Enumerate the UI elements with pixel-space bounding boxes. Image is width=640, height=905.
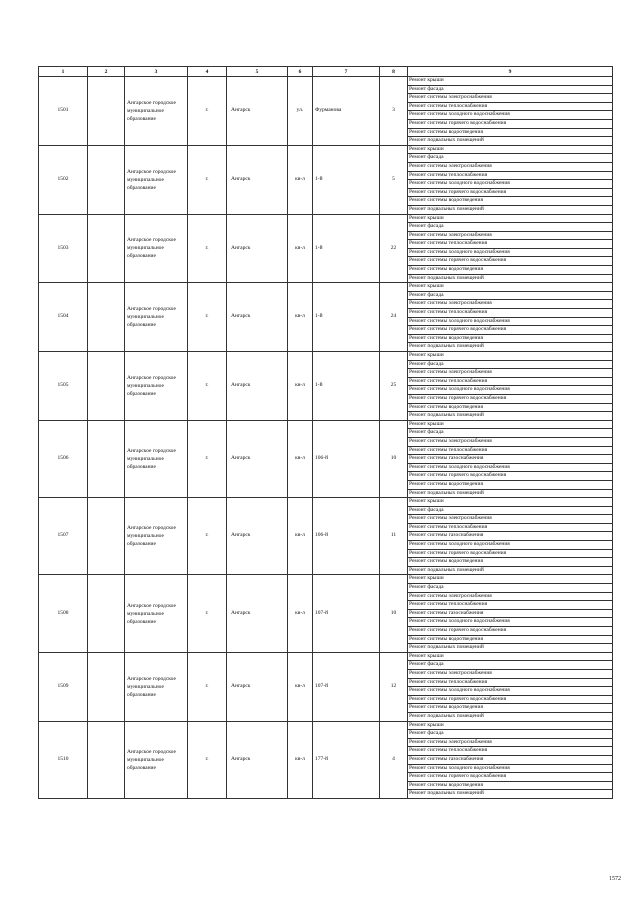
settlement-type: г. — [188, 77, 227, 146]
column-header-6: 6 — [288, 67, 313, 77]
work-item: Ремонт системы теплоснабжения — [408, 601, 613, 610]
municipality-name: Ангарское городское муниципальное образование — [125, 145, 188, 214]
house-number: 25 — [380, 352, 408, 421]
settlement-type: г. — [188, 575, 227, 652]
table-row — [39, 498, 613, 507]
settlement-type: г. — [188, 498, 227, 575]
table-header — [39, 67, 613, 77]
street-name: 107-й — [313, 575, 380, 652]
work-item: Ремонт системы теплоснабжения — [408, 523, 613, 532]
work-item: Ремонт системы холодного водоснабжения — [408, 618, 613, 627]
work-item: Ремонт подвальных помещений — [408, 712, 613, 721]
street-type: кв-л — [288, 283, 313, 352]
work-item: Ремонт подвальных помещений — [408, 274, 613, 283]
municipality-name: Ангарское городское муниципальное образование — [125, 352, 188, 421]
work-item: Ремонт системы теплоснабжения — [408, 171, 613, 180]
column-header-5: 5 — [227, 67, 288, 77]
street-type: ул. — [288, 77, 313, 146]
settlement-name: Ангарск — [227, 352, 288, 421]
municipality-name: Ангарское городское муниципальное образование — [125, 575, 188, 652]
work-item: Ремонт системы теплоснабжения — [408, 747, 613, 756]
street-type: кв-л — [288, 420, 313, 497]
settlement-name: Ангарск — [227, 214, 288, 283]
header-row — [39, 67, 613, 77]
work-item: Ремонт подвальных помещений — [408, 790, 613, 799]
street-type: кв-л — [288, 652, 313, 721]
settlement-name: Ангарск — [227, 77, 288, 146]
work-item: Ремонт системы горячего водоснабжения — [408, 549, 613, 558]
empty-cell — [88, 721, 125, 798]
work-item: Ремонт системы водоотведения — [408, 480, 613, 489]
work-item: Ремонт системы электроснабжения — [408, 437, 613, 446]
house-number: 5 — [380, 145, 408, 214]
column-header-7: 7 — [313, 67, 380, 77]
work-item: Ремонт крыши — [408, 214, 613, 223]
street-type: кв-л — [288, 352, 313, 421]
street-name: 1-й — [313, 214, 380, 283]
work-item: Ремонт системы холодного водоснабжения — [408, 541, 613, 550]
settlement-type: г. — [188, 352, 227, 421]
page-number: 1572 — [609, 876, 621, 882]
work-item: Ремонт системы холодного водоснабжения — [408, 317, 613, 326]
work-item: Ремонт системы теплоснабжения — [408, 309, 613, 318]
street-type: кв-л — [288, 145, 313, 214]
street-name: 1-й — [313, 145, 380, 214]
house-number: 10 — [380, 575, 408, 652]
work-item: Ремонт системы холодного водоснабжения — [408, 764, 613, 773]
work-item: Ремонт крыши — [408, 77, 613, 86]
work-item: Ремонт крыши — [408, 420, 613, 429]
work-item: Ремонт системы электроснабжения — [408, 231, 613, 240]
record-number: 1508 — [39, 575, 88, 652]
registry-table — [38, 66, 613, 799]
table-row — [39, 352, 613, 361]
work-item: Ремонт системы холодного водоснабжения — [408, 687, 613, 696]
work-item: Ремонт системы газоснабжения — [408, 532, 613, 541]
work-item: Ремонт системы горячего водоснабжения — [408, 472, 613, 481]
street-type: кв-л — [288, 498, 313, 575]
table-body — [39, 77, 613, 799]
settlement-name: Ангарск — [227, 575, 288, 652]
house-number: 12 — [380, 652, 408, 721]
work-item: Ремонт системы газоснабжения — [408, 455, 613, 464]
record-number: 1509 — [39, 652, 88, 721]
work-item: Ремонт системы электроснабжения — [408, 162, 613, 171]
work-item: Ремонт подвальных помещений — [408, 137, 613, 146]
work-item: Ремонт крыши — [408, 721, 613, 730]
street-name: 1-й — [313, 352, 380, 421]
house-number: 22 — [380, 214, 408, 283]
table-row — [39, 420, 613, 429]
municipality-name: Ангарское городское муниципальное образование — [125, 721, 188, 798]
empty-cell — [88, 652, 125, 721]
work-item: Ремонт фасада — [408, 429, 613, 438]
work-item: Ремонт крыши — [408, 283, 613, 292]
record-number: 1506 — [39, 420, 88, 497]
street-name: Фурманова — [313, 77, 380, 146]
work-item: Ремонт фасада — [408, 506, 613, 515]
street-name: 106-й — [313, 498, 380, 575]
table-row — [39, 77, 613, 86]
work-item: Ремонт системы газоснабжения — [408, 755, 613, 764]
settlement-name: Ангарск — [227, 652, 288, 721]
settlement-type: г. — [188, 214, 227, 283]
work-item: Ремонт системы холодного водоснабжения — [408, 248, 613, 257]
municipality-name: Ангарское городское муниципальное образование — [125, 498, 188, 575]
empty-cell — [88, 283, 125, 352]
record-number: 1510 — [39, 721, 88, 798]
municipality-name: Ангарское городское муниципальное образование — [125, 420, 188, 497]
house-number: 4 — [380, 721, 408, 798]
house-number: 11 — [380, 498, 408, 575]
work-item: Ремонт системы горячего водоснабжения — [408, 773, 613, 782]
work-item: Ремонт системы водоотведения — [408, 403, 613, 412]
table-row — [39, 721, 613, 730]
work-item: Ремонт системы горячего водоснабжения — [408, 326, 613, 335]
settlement-type: г. — [188, 145, 227, 214]
work-item: Ремонт крыши — [408, 652, 613, 661]
municipality-name: Ангарское городское муниципальное образование — [125, 652, 188, 721]
settlement-type: г. — [188, 283, 227, 352]
work-item: Ремонт системы горячего водоснабжения — [408, 627, 613, 636]
work-item: Ремонт системы холодного водоснабжения — [408, 180, 613, 189]
table-row — [39, 145, 613, 154]
work-item: Ремонт системы холодного водоснабжения — [408, 386, 613, 395]
work-item: Ремонт системы электроснабжения — [408, 369, 613, 378]
work-item: Ремонт системы водоотведения — [408, 635, 613, 644]
work-item: Ремонт системы электроснабжения — [408, 300, 613, 309]
work-item: Ремонт системы водоотведения — [408, 558, 613, 567]
work-item: Ремонт подвальных помещений — [408, 566, 613, 575]
empty-cell — [88, 214, 125, 283]
work-item: Ремонт системы теплоснабжения — [408, 102, 613, 111]
work-item: Ремонт системы теплоснабжения — [408, 446, 613, 455]
work-item: Ремонт крыши — [408, 352, 613, 361]
work-item: Ремонт подвальных помещений — [408, 343, 613, 352]
settlement-name: Ангарск — [227, 145, 288, 214]
municipality-name: Ангарское городское муниципальное образование — [125, 283, 188, 352]
column-header-9: 9 — [408, 67, 613, 77]
work-item: Ремонт системы водоотведения — [408, 128, 613, 137]
table-row — [39, 283, 613, 292]
column-header-1: 1 — [39, 67, 88, 77]
municipality-name: Ангарское городское муниципальное образование — [125, 77, 188, 146]
work-item: Ремонт системы электроснабжения — [408, 669, 613, 678]
street-name: 107-й — [313, 652, 380, 721]
settlement-name: Ангарск — [227, 283, 288, 352]
street-name: 1-й — [313, 283, 380, 352]
house-number: 10 — [380, 420, 408, 497]
work-item: Ремонт фасада — [408, 661, 613, 670]
settlement-type: г. — [188, 721, 227, 798]
work-item: Ремонт системы холодного водоснабжения — [408, 463, 613, 472]
record-number: 1502 — [39, 145, 88, 214]
record-number: 1507 — [39, 498, 88, 575]
work-item: Ремонт крыши — [408, 575, 613, 584]
municipality-name: Ангарское городское муниципальное образование — [125, 214, 188, 283]
work-item: Ремонт системы водоотведения — [408, 334, 613, 343]
settlement-name: Ангарск — [227, 498, 288, 575]
table-row — [39, 214, 613, 223]
work-item: Ремонт фасада — [408, 584, 613, 593]
house-number: 3 — [380, 77, 408, 146]
work-item: Ремонт подвальных помещений — [408, 644, 613, 653]
work-item: Ремонт подвальных помещений — [408, 412, 613, 421]
settlement-name: Ангарск — [227, 721, 288, 798]
work-item: Ремонт системы горячего водоснабжения — [408, 119, 613, 128]
work-item: Ремонт системы холодного водоснабжения — [408, 111, 613, 120]
work-item: Ремонт системы горячего водоснабжения — [408, 257, 613, 266]
settlement-type: г. — [188, 652, 227, 721]
work-item: Ремонт системы водоотведения — [408, 197, 613, 206]
work-item: Ремонт фасада — [408, 85, 613, 94]
work-item: Ремонт системы горячего водоснабжения — [408, 394, 613, 403]
empty-cell — [88, 352, 125, 421]
column-header-8: 8 — [380, 67, 408, 77]
table-row — [39, 652, 613, 661]
house-number: 24 — [380, 283, 408, 352]
empty-cell — [88, 420, 125, 497]
table-row — [39, 575, 613, 584]
column-header-3: 3 — [125, 67, 188, 77]
work-item: Ремонт системы электроснабжения — [408, 738, 613, 747]
work-item: Ремонт системы электроснабжения — [408, 592, 613, 601]
empty-cell — [88, 498, 125, 575]
work-item: Ремонт системы электроснабжения — [408, 94, 613, 103]
work-item: Ремонт системы водоотведения — [408, 704, 613, 713]
settlement-type: г. — [188, 420, 227, 497]
work-item: Ремонт системы газоснабжения — [408, 609, 613, 618]
work-item: Ремонт фасада — [408, 154, 613, 163]
street-name: 106-й — [313, 420, 380, 497]
work-item: Ремонт подвальных помещений — [408, 489, 613, 498]
work-item: Ремонт фасада — [408, 223, 613, 232]
work-item: Ремонт крыши — [408, 498, 613, 507]
column-header-4: 4 — [188, 67, 227, 77]
street-type: кв-л — [288, 575, 313, 652]
work-item: Ремонт системы горячего водоснабжения — [408, 695, 613, 704]
settlement-name: Ангарск — [227, 420, 288, 497]
street-name: 177-й — [313, 721, 380, 798]
record-number: 1505 — [39, 352, 88, 421]
empty-cell — [88, 77, 125, 146]
work-item: Ремонт системы теплоснабжения — [408, 240, 613, 249]
empty-cell — [88, 145, 125, 214]
work-item: Ремонт подвальных помещений — [408, 205, 613, 214]
record-number: 1503 — [39, 214, 88, 283]
empty-cell — [88, 575, 125, 652]
work-item: Ремонт системы электроснабжения — [408, 515, 613, 524]
work-item: Ремонт системы теплоснабжения — [408, 678, 613, 687]
work-item: Ремонт системы водоотведения — [408, 266, 613, 275]
record-number: 1504 — [39, 283, 88, 352]
work-item: Ремонт системы водоотведения — [408, 781, 613, 790]
work-item: Ремонт системы теплоснабжения — [408, 377, 613, 386]
work-item: Ремонт фасада — [408, 360, 613, 369]
record-number: 1501 — [39, 77, 88, 146]
work-item: Ремонт фасада — [408, 730, 613, 739]
column-header-2: 2 — [88, 67, 125, 77]
street-type: кв-л — [288, 721, 313, 798]
work-item: Ремонт крыши — [408, 145, 613, 154]
work-item: Ремонт фасада — [408, 291, 613, 300]
street-type: кв-л — [288, 214, 313, 283]
work-item: Ремонт системы горячего водоснабжения — [408, 188, 613, 197]
